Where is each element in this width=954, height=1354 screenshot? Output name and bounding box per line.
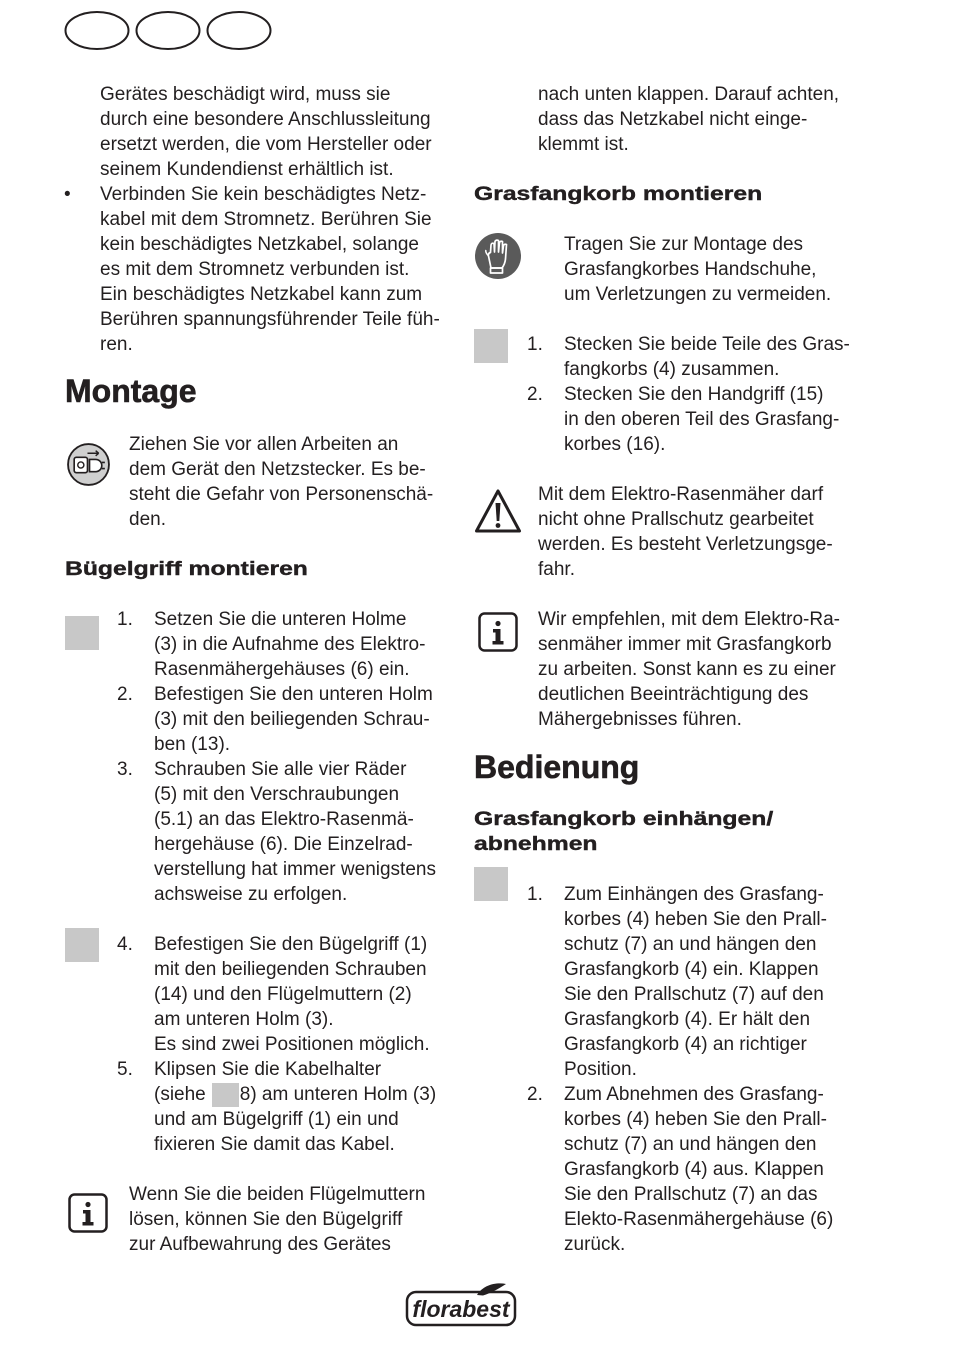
steps-attach-remove-grass-catcher	[527, 882, 833, 1257]
info-icon	[68, 1193, 108, 1233]
step-text: Schrauben Sie alle vier Räder (5) mit den Verschraubungen (5.1) an das Elektro-Rasenmä- hergehäuse (6). Die Einzelrad- verstellung hat immer wenigstens achsweise zu erfolgen.	[154, 759, 436, 905]
list-item	[117, 757, 436, 907]
step-number: 2.	[527, 384, 543, 405]
step-text: Zum Abnehmen des Grasfang- korbes (4) heben Sie den Prall- schutz (7) an und hängen den Grasfangkorb (4) aus. Klappen Sie den Prallschutz (7) an das Elekto-Rasenmähergehäuse (6) zurück.	[564, 1084, 834, 1255]
step-text-line-with-reference	[154, 1082, 436, 1107]
list-item	[527, 1082, 833, 1257]
section-heading-montage: Montage	[65, 373, 197, 409]
country-oval-2	[137, 12, 200, 49]
list-item	[527, 332, 850, 382]
brand-logo	[405, 1282, 517, 1328]
step-text: Stecken Sie beide Teile des Gras- fangkorbs (4) zusammen.	[564, 334, 850, 380]
steps-mount-grass-catcher	[527, 332, 850, 457]
subheading-mount-grass-catcher: Grasfangkorb montieren	[474, 184, 763, 205]
reference-prefix: (siehe	[154, 1084, 206, 1105]
step-number: 2.	[117, 684, 133, 705]
bullet-text: Verbinden Sie kein beschädigtes Netz- kabel mit dem Stromnetz. Berühren Sie kein beschädigtes Netzkabel, solange es mit dem Stromnetz verbunden ist. Ein beschädigtes Netzkabel kann zum Berühren spannungsführender Teile füh- ren.	[100, 184, 440, 355]
intro-paragraph: Gerätes beschädigt wird, muss sie durch eine besondere Anschlussleitung ersetzt werden, die vom Hersteller oder seinem Kundendienst erhältlich ist.	[100, 84, 432, 180]
plug-note: Ziehen Sie vor allen Arbeiten an dem Gerät den Netzstecker. Es be- steht die Gefahr von Personenschä- den.	[129, 434, 434, 530]
step-text: Befestigen Sie den Bügelgriff (1) mit den beiliegenden Schrauben (14) und den Flügelmuttern (2) am unteren Holm (3). Es sind zwei Positionen möglich.	[154, 934, 430, 1055]
subheading-attach-remove-grass-catcher: Grasfangkorb einhängen/ abnehmen	[474, 809, 774, 855]
step-number: 1.	[527, 884, 543, 905]
list-item	[117, 1057, 436, 1157]
step-text: Befestigen Sie den unteren Holm (3) mit den beiliegenden Schrau- ben (13).	[154, 684, 433, 755]
glove-icon	[474, 232, 522, 280]
step-text: Stecken Sie den Handgriff (15) in den oberen Teil des Grasfang- korbes (16).	[564, 384, 840, 455]
subheading-mount-handle: Bügelgriff montieren	[65, 559, 308, 580]
warning-icon	[474, 488, 522, 534]
list-item	[117, 607, 436, 682]
info-note-grass-catcher: Wir empfehlen, mit dem Elektro-Ra- senmäher immer mit Grasfangkorb zu arbeiten. Sonst kann es zu einer deutlichen Beeinträchtigung des Mähergebnisses führen.	[538, 609, 840, 730]
figure-marker	[474, 867, 508, 901]
step-number: 1.	[117, 609, 133, 630]
step-text-line: Klipsen Sie die Kabelhalter	[154, 1059, 382, 1080]
steps-mount-handle-part-1	[117, 607, 436, 907]
reference-suffix: 8) am unteren Holm (3)	[239, 1084, 437, 1105]
country-oval-3	[208, 12, 271, 49]
step-text: Setzen Sie die unteren Holme (3) in die Aufnahme des Elektro- Rasenmähergehäuses (6) ein.	[154, 609, 426, 680]
figure-marker	[65, 928, 99, 962]
step-number: 2.	[527, 1084, 543, 1105]
list-item	[527, 882, 833, 1082]
bullet-symbol: •	[64, 184, 71, 205]
step-text: Zum Einhängen des Grasfang- korbes (4) heben Sie den Prall- schutz (7) an und hängen den Grasfangkorb (4) ein. Klappen Sie den Prallschutz (7) auf den Grasfangkorb (4). Er hält den Grasfangkorb (4) an richtiger Position.	[564, 884, 827, 1080]
section-heading-bedienung: Bedienung	[474, 749, 640, 785]
continuation-paragraph: nach unten klappen. Darauf achten, dass das Netzkabel nicht einge- klemmt ist.	[538, 84, 840, 155]
steps-mount-handle-part-2	[117, 932, 436, 1157]
figure-marker	[65, 616, 99, 650]
step-number: 3.	[117, 759, 133, 780]
step-text-line: und am Bügelgriff (1) ein und fixieren Sie damit das Kabel.	[154, 1109, 399, 1155]
list-item	[117, 682, 436, 757]
list-item	[527, 382, 850, 457]
country-code-ovals	[63, 10, 275, 52]
inline-figure-marker	[212, 1083, 239, 1107]
info-icon	[478, 612, 518, 652]
glove-note: Tragen Sie zur Montage des Grasfangkorbes Handschuhe, um Verletzungen zu vermeiden.	[564, 234, 832, 305]
step-number: 5.	[117, 1059, 133, 1080]
logo-text: florabest	[412, 1296, 510, 1322]
warning-note: Mit dem Elektro-Rasenmäher darf nicht ohne Prallschutz gearbeitet werden. Es besteht Verletzungsge- fahr.	[538, 484, 833, 580]
step-text	[154, 1057, 436, 1157]
list-item	[117, 932, 436, 1057]
info-note-wing-nuts: Wenn Sie die beiden Flügelmuttern lösen, können Sie den Bügelgriff zur Aufbewahrung des Gerätes	[129, 1184, 426, 1255]
step-number: 4.	[117, 934, 133, 955]
step-number: 1.	[527, 334, 543, 355]
plug-icon	[66, 442, 111, 487]
figure-marker	[474, 329, 508, 363]
country-oval-1	[66, 12, 129, 49]
